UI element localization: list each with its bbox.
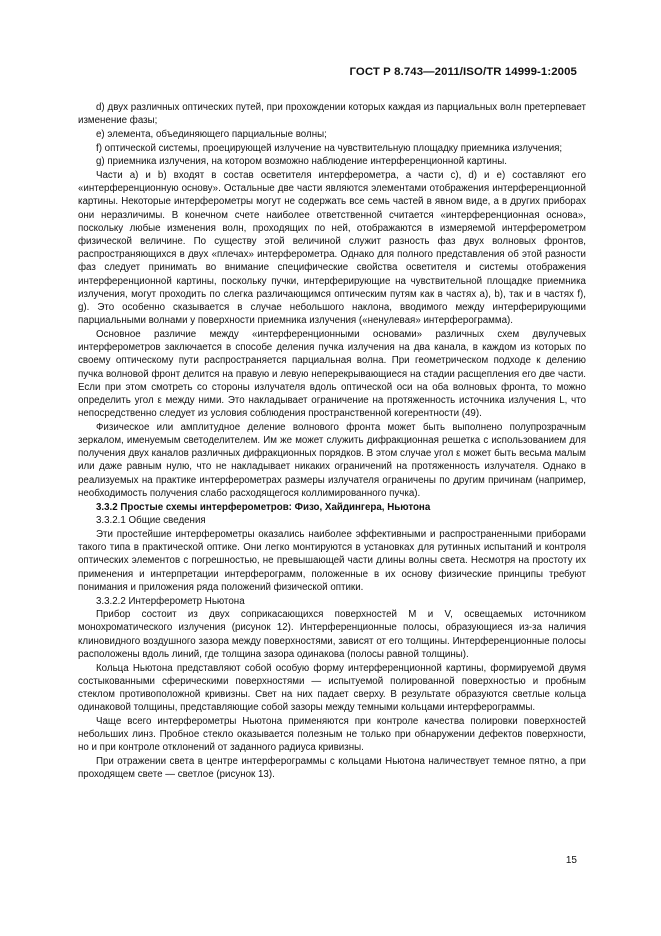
paragraph-newton-applications: Чаще всего интерферометры Ньютона применяются при контроле качества полировки поверхностей небольших линз. Пробное стекло оказывается полезным не только при обнаружении дефектов поверхности, но и при контроле отклонений от заданного радиуса кривизны. <box>78 715 586 754</box>
body-text <box>78 101 586 782</box>
paragraph-simple-interferometers: Эти простейшие интерферометры оказались наиболее эффективными и распространенными приборами такого типа в практической оптике. Они легко монтируются в установках для рутинных испытаний и контроля оптических элементов с погрешностью, не превышающей части длины волны света. Несмотря на простоту их применения и интерпретации интерферограмм, положенные в их основу физические принципы требуют понимания и приложения ряда положений физической оптики. <box>78 529 586 593</box>
standard-code-header: ГОСТ Р 8.743—2011/ISO/TR 14999-1:2005 <box>349 66 577 78</box>
list-item-f: f) оптической системы, проецирующей излучение на чувствительную площадку приемника излучения; <box>96 142 563 154</box>
paragraph-reflection: При отражении света в центре интерферограммы с кольцами Ньютона наличествует темное пятно, а при проходящем свете — светлое (рисунок 13). <box>78 755 586 781</box>
subsection-heading-3-3-2-1: 3.3.2.1 Общие сведения <box>96 515 206 527</box>
section-heading-3-3-2: 3.3.2 Простые схемы интерферометров: Физо, Хайдингера, Ньютона <box>96 501 431 513</box>
list-item-e: e) элемента, объединяющего парциальные волны; <box>96 128 327 140</box>
subsection-heading-3-3-2-2: 3.3.2.2 Интерферометр Ньютона <box>96 595 245 607</box>
paragraph-newton-device: Прибор состоит из двух соприкасающихся поверхностей M и V, освещаемых источником монохроматического излучения (рисунок 12). Интерференционные полосы, образующиеся из-за наличия клиновидного воздушного зазора между поверхностями, зависят от его толщины. Интерференционные полосы расположены вдоль линий, где толщина зазора одинакова (полосы равной толщины). <box>78 609 586 660</box>
page-number: 15 <box>565 855 577 866</box>
paragraph-newton-rings: Кольца Ньютона представляют собой особую форму интерференционной картины, формируемой двумя состыкованными сферическими поверхностями — испытуемой полированной поверхностью и пробным стеклом противоположной кривизны. Свет на них падает сверху. В результате образуются светлые кольца одинаковой толщины, представляющие собой зазоры между темными кольцами интерферограммы. <box>78 662 586 714</box>
list-item-d: d) двух различных оптических путей, при прохождении которых каждая из парциальных волн претерпевает изменение фазы; <box>78 102 586 127</box>
paragraph-interferometer-parts: Части a) и b) входят в состав осветителя интерферометра, а части c), d) и e) составляют его «интерференционную основу». Остальные две части являются элементами отображения интерференционной картины. Некоторые интерферометры могут не содержать все семь частей в явном виде, а в других приборах они неразличимы. В конечном счете наиболее ответственной считается «интерференционная основа», поскольку любые изменения волн, проходящих по ней, отображаются в измеряемой интерферометром физической величине. По существу этой величиной служит разность фаз двух волновых фронтов, распространяющихся в двух «плечах» интерферометра. Однако для полного представления об этой разности фаз следует принимать во внимание специфические свойства осветителя и системы отображения интерференционной картины, поскольку пучки, интерферирующие на чувствительной площадке приемника излучения, могут проходить по слегка различающимся оптическим путям как в частях a), b), так и в частях f), g). Это особенно сказывается в случае небольшого наклона, вводимого между интерферирующими парциальными волнами у поверхности приемника излучения («ненулевая» интерферограмма). <box>78 170 586 327</box>
list-item-g: g) приемника излучения, на котором возможно наблюдение интерференционной картины. <box>96 156 507 168</box>
paragraph-amplitude-division: Физическое или амплитудное деление волнового фронта может быть выполнено полупрозрачным зеркалом, именуемым светоделителем. Им же может служить дифракционная решетка с использованием для получения двух каналов различных дифракционных порядков. В этом случае угол ε может быть весьма малым или даже равным нулю, что не накладывает никаких ограничений на протяженность излучателя. Однако в реализуемых на практике интерферометрах размеры излучателя ограничены по другим причинам (например, необходимость получения слабо расходящегося коллимированного пучка). <box>78 421 586 499</box>
paragraph-beam-division: Основное различие между «интерференционными основами» различных схем двулучевых интерферометров заключается в способе деления пучка излучения на два канала, в каждом из которых по своему оптическому пути распространяется парциальная волна. При геометрическом подходе к делению пучка волновой фронт делится на правую и левую неперекрывающиеся на стадии расщепления его две части. Если при этом смотреть со стороны излучателя вдоль оптической оси на оба волновых фронта, то можно определить угол ε между ними. Это накладывает ограничение на протяженность источника излучения L, что непосредственно следует из условия соблюдения пространственной когерентности (49). <box>78 328 586 420</box>
